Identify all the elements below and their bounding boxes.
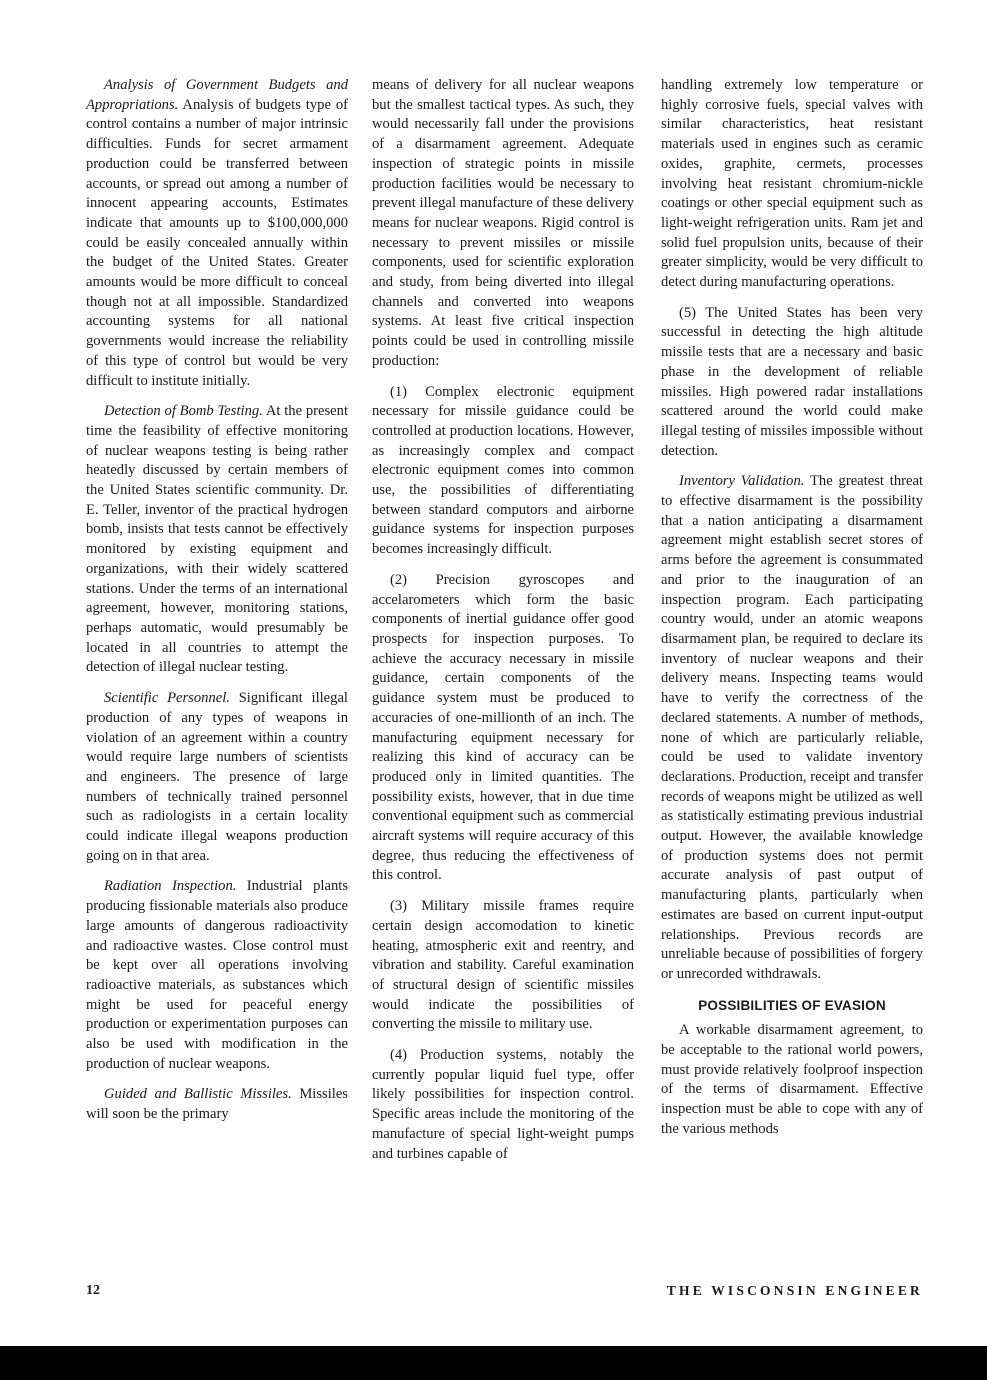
paragraph-bomb-testing xyxy=(86,402,348,678)
running-title: THE WISCONSIN ENGINEER xyxy=(666,1283,923,1298)
paragraph-text: Analysis of budgets type of control contains a number of major intrinsic difficulties. Funds for secret armament production could be transferred between accounts, or spread out among a number of innocent appearing accounts, Estimates indicate that amounts up to $100,000,000 could be easily concealed annually within the budget of the United States. Greater amounts would be more difficult to conceal though not at all impossible. Standardized accounting systems for all national governments would increase the reliability of this type of control but would be very difficult to institute initially. xyxy=(86,96,348,389)
paragraph-scientific-personnel xyxy=(86,689,348,866)
subhead-scientific-personnel: Scientific Personnel. xyxy=(104,690,230,707)
subhead-bomb-testing: Detection of Bomb Testing. xyxy=(104,403,263,420)
paragraph-point-3: (3) Military missile frames require certain design accomodation to kinetic heating, atmospheric exit and reentry, and vibration and stability. Careful examination of structural design of scientific missiles would indicate the possibilities of converting the missile to military use. xyxy=(372,898,634,1033)
paragraph-missiles xyxy=(86,1085,348,1124)
subhead-missiles: Guided and Ballistic Missiles. xyxy=(104,1086,292,1103)
scan-edge-band xyxy=(0,1346,987,1380)
subhead-radiation-inspection: Radiation Inspection. xyxy=(104,878,237,895)
paragraph-text: Significant illegal production of any types of weapons in violation of an agreement within a country would require large numbers of scientists and engineers. The presence of large numbers of technically trained personnel such as radiologists in a certain locality could indicate illegal weapons production going on in that area. xyxy=(86,690,348,864)
paragraph-point-5: (5) The United States has been very successful in detecting the high altitude missile tests that are a necessary and basic phase in the development of reliable missiles. High powered radar installations scattered around the world could make illegal testing of missiles impossible without detection. xyxy=(661,304,923,459)
page-number: 12 xyxy=(86,1283,100,1298)
paragraph-inventory-validation xyxy=(661,472,923,984)
paragraph-point-4: (4) Production systems, notably the currently popular liquid fuel type, offer likely possibilities for inspection control. Specific areas include the monitoring of the manufacture of special light-weight pumps and turbines capable of xyxy=(372,1047,634,1162)
paragraph-evasion: A workable disarmament agreement, to be acceptable to the rational world powers, must provide relatively foolproof inspection of the terms of disarmament. Effective inspection must be able to cope with any of the various methods xyxy=(661,1022,923,1137)
subhead-inventory-validation: Inventory Validation. xyxy=(679,473,805,490)
paragraph-text: The greatest threat to effective disarmament is the possibility that a nation anticipating a disarmament agreement might establish secret stores of arms before the agreement is consummated and prior to the inauguration of an inspection program. Each participating country would, under an atomic weapons disarmament plan, be required to declare its inventory of nuclear weapons and their delivery means. Inspecting teams would have to verify the correctness of the declared statements. A number of methods, none of which are particularly reliable, could be used to validate inventory declarations. Production, receipt and transfer records of weapons might be utilized as well as statistically estimating previous industrial output. However, the available knowledge of production systems does not permit accurate analysis of past output of manufacturing plants, particularly when estimates are based on current input-output relationships. Previous records are unreliable because of possibilities of forgery or unrecorded withdrawals. xyxy=(661,473,923,982)
paragraph-point-2: (2) Precision gyroscopes and accelarometers which form the basic components of inertial guidance offer good prospects for inspection purposes. To achieve the accuracy necessary in missile guidance, certain components of the guidance system must be produced to accuracies of one-millionth of an inch. The manufacturing equipment necessary for realizing this kind of accuracy can be produced only in limited quantities. The possibility exists, however, that in due time conventional equipment such as commercial aircraft systems will require accuracy of this degree, thus reducing the effectiveness of this control. xyxy=(372,571,634,884)
paragraph-point-4-continued: handling extremely low temperature or highly corrosive fuels, special valves with similar characteristics, heat resistant materials used in engines such as ceramic oxides, graphite, cermets, processes involving heat resistant chromium-nickle coatings or other special equipment such as light-weight refrigeration units. Ram jet and solid fuel propulsion units, because of their greater simplicity, would be very difficult to detect during manufacturing operations. xyxy=(661,77,923,291)
subhead-budgets: Analysis of Government Budgets and Appropriations. xyxy=(86,77,348,113)
text-column-right xyxy=(661,76,923,1151)
text-column-left xyxy=(86,76,348,1136)
text-column-middle xyxy=(372,76,634,1175)
paragraph-text: At the present time the feasibility of effective monitoring of nuclear weapons testing is being rather heatedly discussed by certain members of the United States scientific community. Dr. E. Teller, inventor of the practical hydrogen bomb, insists that tests cannot be effectively monitored by existing equipment and organizations, with their widely scattered stations. Under the terms of an international agreement, however, monitoring stations, perhaps automatic, would presumably be located in all countries to attempt the detection of illegal nuclear testing. xyxy=(86,403,348,676)
paragraph-missiles-continued: means of delivery for all nuclear weapons but the smallest tactical types. As such, they would necessarily fall under the provisions of a disarmament agreement. Adequate inspection of strategic points in missile production facilities would be necessary to prevent illegal manufacture of these delivery means for nuclear weapons. Rigid control is necessary to prevent missiles or missile components, used for scientific exploration and study, from being diverted into illegal channels and converted into weapons systems. At least five critical inspection points could be used in controlling missile production: xyxy=(372,77,634,369)
paragraph-point-1: (1) Complex electronic equipment necessary for missile guidance could be controlled at production locations. However, as increasingly complex and compact electronic equipment comes into common use, the possibilities of differentiating between standard computors and airborne guidance systems for inspection purposes becomes increasingly difficult. xyxy=(372,383,634,558)
paragraph-budgets xyxy=(86,76,348,391)
paragraph-radiation-inspection xyxy=(86,877,348,1074)
paragraph-text: Industrial plants producing fissionable materials also produce large amounts of dangerous radioactivity and radioactive wastes. Close control must be kept over all operations involving radioactive materials, as substances which might be used for peaceful energy production or experimentation purposes can also be used with modification in the production of nuclear weapons. xyxy=(86,878,348,1072)
section-heading-evasion: POSSIBILITIES OF EVASION xyxy=(698,997,886,1013)
paragraph-text: Missiles will soon be the primary xyxy=(86,1086,348,1123)
